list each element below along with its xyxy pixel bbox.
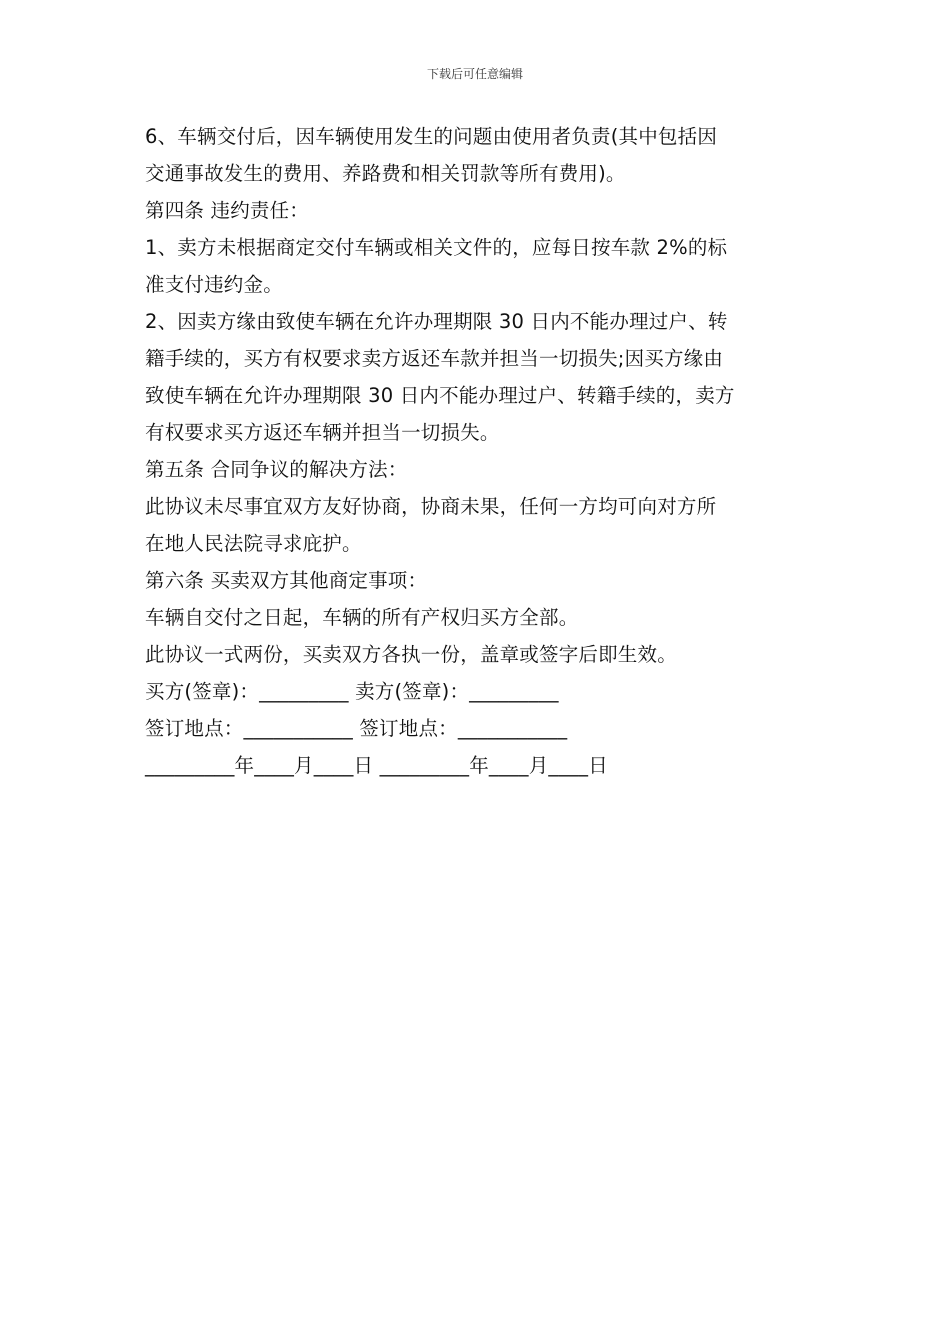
ownership-line: 车辆自交付之日起，车辆的所有产权归买方全部。 bbox=[145, 606, 579, 629]
breach-2-line-4: 有权要求买方返还车辆并担当一切损失。 bbox=[145, 421, 500, 444]
document-body bbox=[145, 118, 810, 784]
dispute-line-2: 在地人民法院寻求庇护。 bbox=[145, 532, 362, 555]
dispute-line-1: 此协议未尽事宜双方友好协商，协商未果，任何一方均可向对方所 bbox=[145, 495, 717, 518]
article-6-heading: 第六条 买卖双方其他商定事项： bbox=[145, 569, 428, 592]
signature-line: 买方(签章)：_________ 卖方(签章)：_________ bbox=[145, 680, 559, 703]
date-line: _________年____月____日 _________年____月____日 bbox=[145, 754, 608, 777]
clause-6-line-1: 6、车辆交付后，因车辆使用发生的问题由使用者负责(其中包括因 bbox=[145, 125, 718, 148]
clause-6-line-2: 交通事故发生的费用、养路费和相关罚款等所有费用)。 bbox=[145, 162, 626, 185]
article-4-heading: 第四条 违约责任： bbox=[145, 199, 309, 222]
page-header: 下载后可任意编辑 bbox=[426, 67, 523, 81]
breach-1-line-2: 准支付违约金。 bbox=[145, 273, 283, 296]
copies-line: 此协议一式两份，买卖双方各执一份，盖章或签字后即生效。 bbox=[145, 643, 677, 666]
breach-2-line-2: 籍手续的，买方有权要求卖方返还车款并担当一切损失;因买方缘由 bbox=[145, 347, 724, 370]
article-5-heading: 第五条 合同争议的解决方法： bbox=[145, 458, 408, 481]
signing-place-line: 签订地点：___________ 签订地点：___________ bbox=[145, 717, 568, 740]
breach-2-line-3: 致使车辆在允许办理期限 30 日内不能办理过户、转籍手续的，卖方 bbox=[145, 384, 735, 407]
breach-1-line-1: 1、卖方未根据商定交付车辆或相关文件的，应每日按车款 2%的标 bbox=[145, 236, 728, 259]
breach-2-line-1: 2、因卖方缘由致使车辆在允许办理期限 30 日内不能办理过户、转 bbox=[145, 310, 728, 333]
